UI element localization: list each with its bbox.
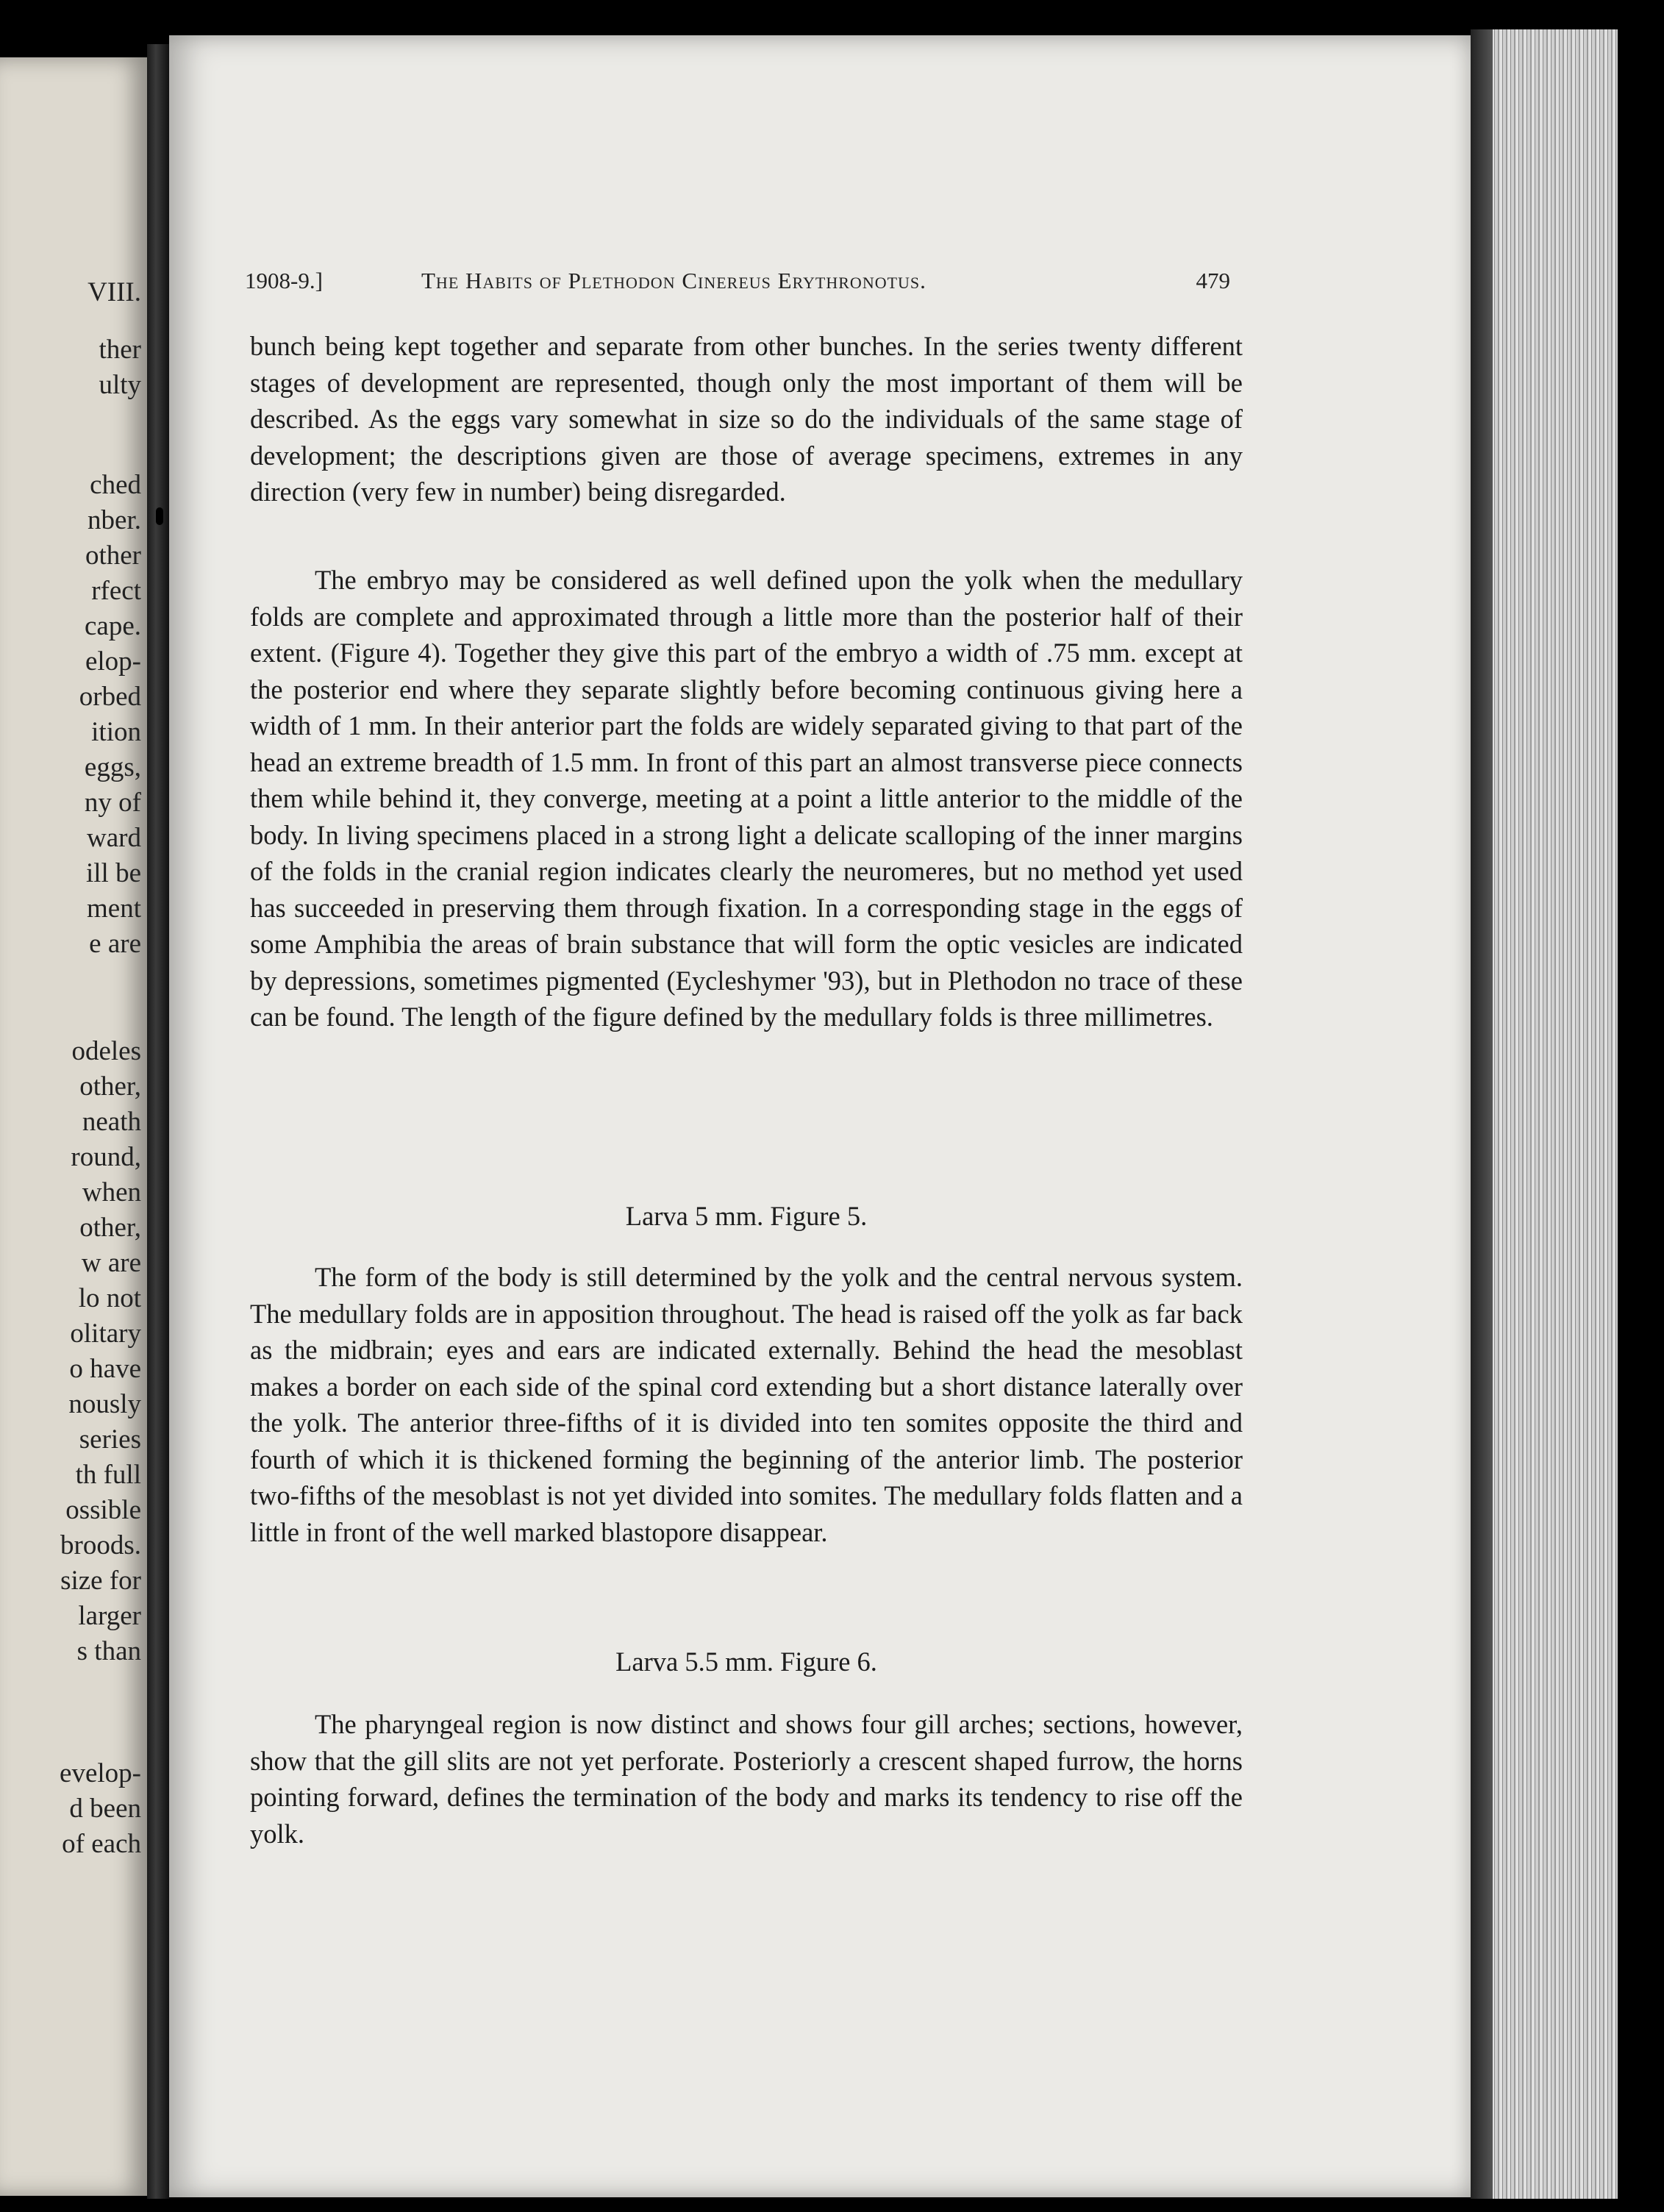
fragment: larger	[78, 1601, 141, 1631]
fragment: s than	[76, 1636, 141, 1666]
paragraph-text: The pharyngeal region is now distinct and shows four gill arches; sections, however, show that the gill slits are not yet perforate. Posteriorly a crescent shaped furrow, the horns pointing forward, defines the termination of the body and marks its tendency to rise off the yolk.	[250, 1709, 1243, 1849]
fragment: olitary	[70, 1319, 141, 1349]
fragment: nber.	[88, 505, 141, 535]
fragment: d been	[69, 1794, 141, 1824]
fragment: of each	[62, 1829, 141, 1859]
fragment: evelop-	[60, 1758, 141, 1788]
fragment: VIII.	[88, 277, 141, 307]
fragment: broods.	[60, 1530, 141, 1560]
fragment: ossible	[65, 1495, 141, 1525]
fragment: ulty	[99, 370, 141, 400]
section-heading-larva-5-5mm: Larva 5.5 mm. Figure 6.	[615, 1646, 877, 1677]
paragraph-text: bunch being kept together and separate from other bunches. In the series twenty different stages of development are represented, though only the most important of them will be described. As the eggs vary somewhat in size so do the individuals of the same stage of development; the descriptions given are those of average specimens, extremes in any direction (very few in number) being disregarded.	[250, 331, 1243, 507]
fragment: eggs,	[84, 752, 141, 782]
fragment: e are	[89, 929, 141, 959]
volume-year: 1908-9.]	[245, 268, 323, 293]
paragraph-text: The embryo may be considered as well defined upon the yolk when the medullary folds are complete and approximated through a little more than the posterior half of their extent. (Figure 4). Together they give this part of the embryo a width of .75 mm. except at the posterior end where they separate slightly before becoming continuous giving here a width of 1 mm. In their anterior part the folds are widely separated giving to that part of the head an extreme breadth of 1.5 mm. In front of this part an almost transverse piece connects them while behind it, they converge, meeting at a point a little anterior to the middle of the body. In living specimens placed in a strong light a delicate scalloping of the inner margins of the folds in the cranial region indicates clearly the neuromeres, but no method yet used has succeeded in preserving them through fixation. In a corresponding stage in the eggs of some Amphibia the areas of brain substance that will form the optic vesicles are indicated by depressions, sometimes pigmented (Eycleshymer '93), but in Plethodon no trace of these can be found. The length of the figure defined by the medullary folds is three millimetres.	[250, 565, 1243, 1032]
running-title: The Habits of Plethodon Cinereus Erythronotus.	[421, 268, 926, 293]
fragment: w are	[81, 1248, 141, 1278]
fragment: orbed	[79, 682, 141, 712]
fragment: neath	[82, 1107, 141, 1137]
fragment: odeles	[71, 1036, 141, 1066]
fragment: th full	[75, 1460, 141, 1490]
section-heading-larva-5mm: Larva 5 mm. Figure 5.	[625, 1201, 868, 1231]
fragment: other,	[79, 1213, 141, 1243]
body-paragraph-1	[250, 328, 1243, 510]
fragment: ny of	[84, 788, 141, 818]
page-edge-shadow	[1471, 29, 1493, 2199]
fragment: when	[82, 1177, 141, 1207]
fragment: lo not	[78, 1283, 141, 1313]
fragment: elop-	[85, 646, 141, 677]
fragment: other,	[79, 1071, 141, 1102]
body-paragraph-3	[250, 1259, 1243, 1550]
gutter-mark	[156, 507, 163, 525]
fragment: ill be	[85, 858, 141, 888]
facing-page	[0, 57, 147, 2196]
page-number: 479	[1196, 268, 1230, 293]
page-fore-edge	[1471, 29, 1618, 2199]
fragment: o have	[69, 1354, 141, 1384]
fragment: ment	[87, 893, 141, 924]
fragment: ther	[99, 335, 141, 365]
fragment: size for	[60, 1566, 141, 1596]
fragment: ward	[87, 823, 141, 853]
fragment: ition	[91, 717, 141, 747]
running-head	[245, 268, 1230, 297]
fragment: other	[85, 540, 141, 571]
paragraph-text: The form of the body is still determined by the yolk and the central nervous system. The medullary folds are in apposition throughout. The head is raised off the yolk as far back as the midbrain; eyes and ears are indicated externally. Behind the head the mesoblast makes a border on each side of the spinal cord extending but a short distance laterally over the yolk. The anterior three-fifths of it is divided into ten somites opposite the third and fourth of which it is thickened forming the beginning of the anterior limb. The posterior two-fifths of the mesoblast is not yet divided into somites. The medullary folds flatten and a little in front of the well marked blastopore disappear.	[250, 1262, 1243, 1547]
fragment: series	[79, 1424, 141, 1455]
fragment: cape.	[84, 611, 141, 641]
book-gutter	[147, 44, 169, 2199]
fragment: rfect	[91, 576, 141, 606]
body-paragraph-4	[250, 1706, 1243, 1852]
fragment: round,	[71, 1142, 141, 1172]
body-paragraph-2	[250, 562, 1243, 1035]
fragment: ched	[90, 470, 141, 500]
fragment: nously	[68, 1389, 141, 1419]
